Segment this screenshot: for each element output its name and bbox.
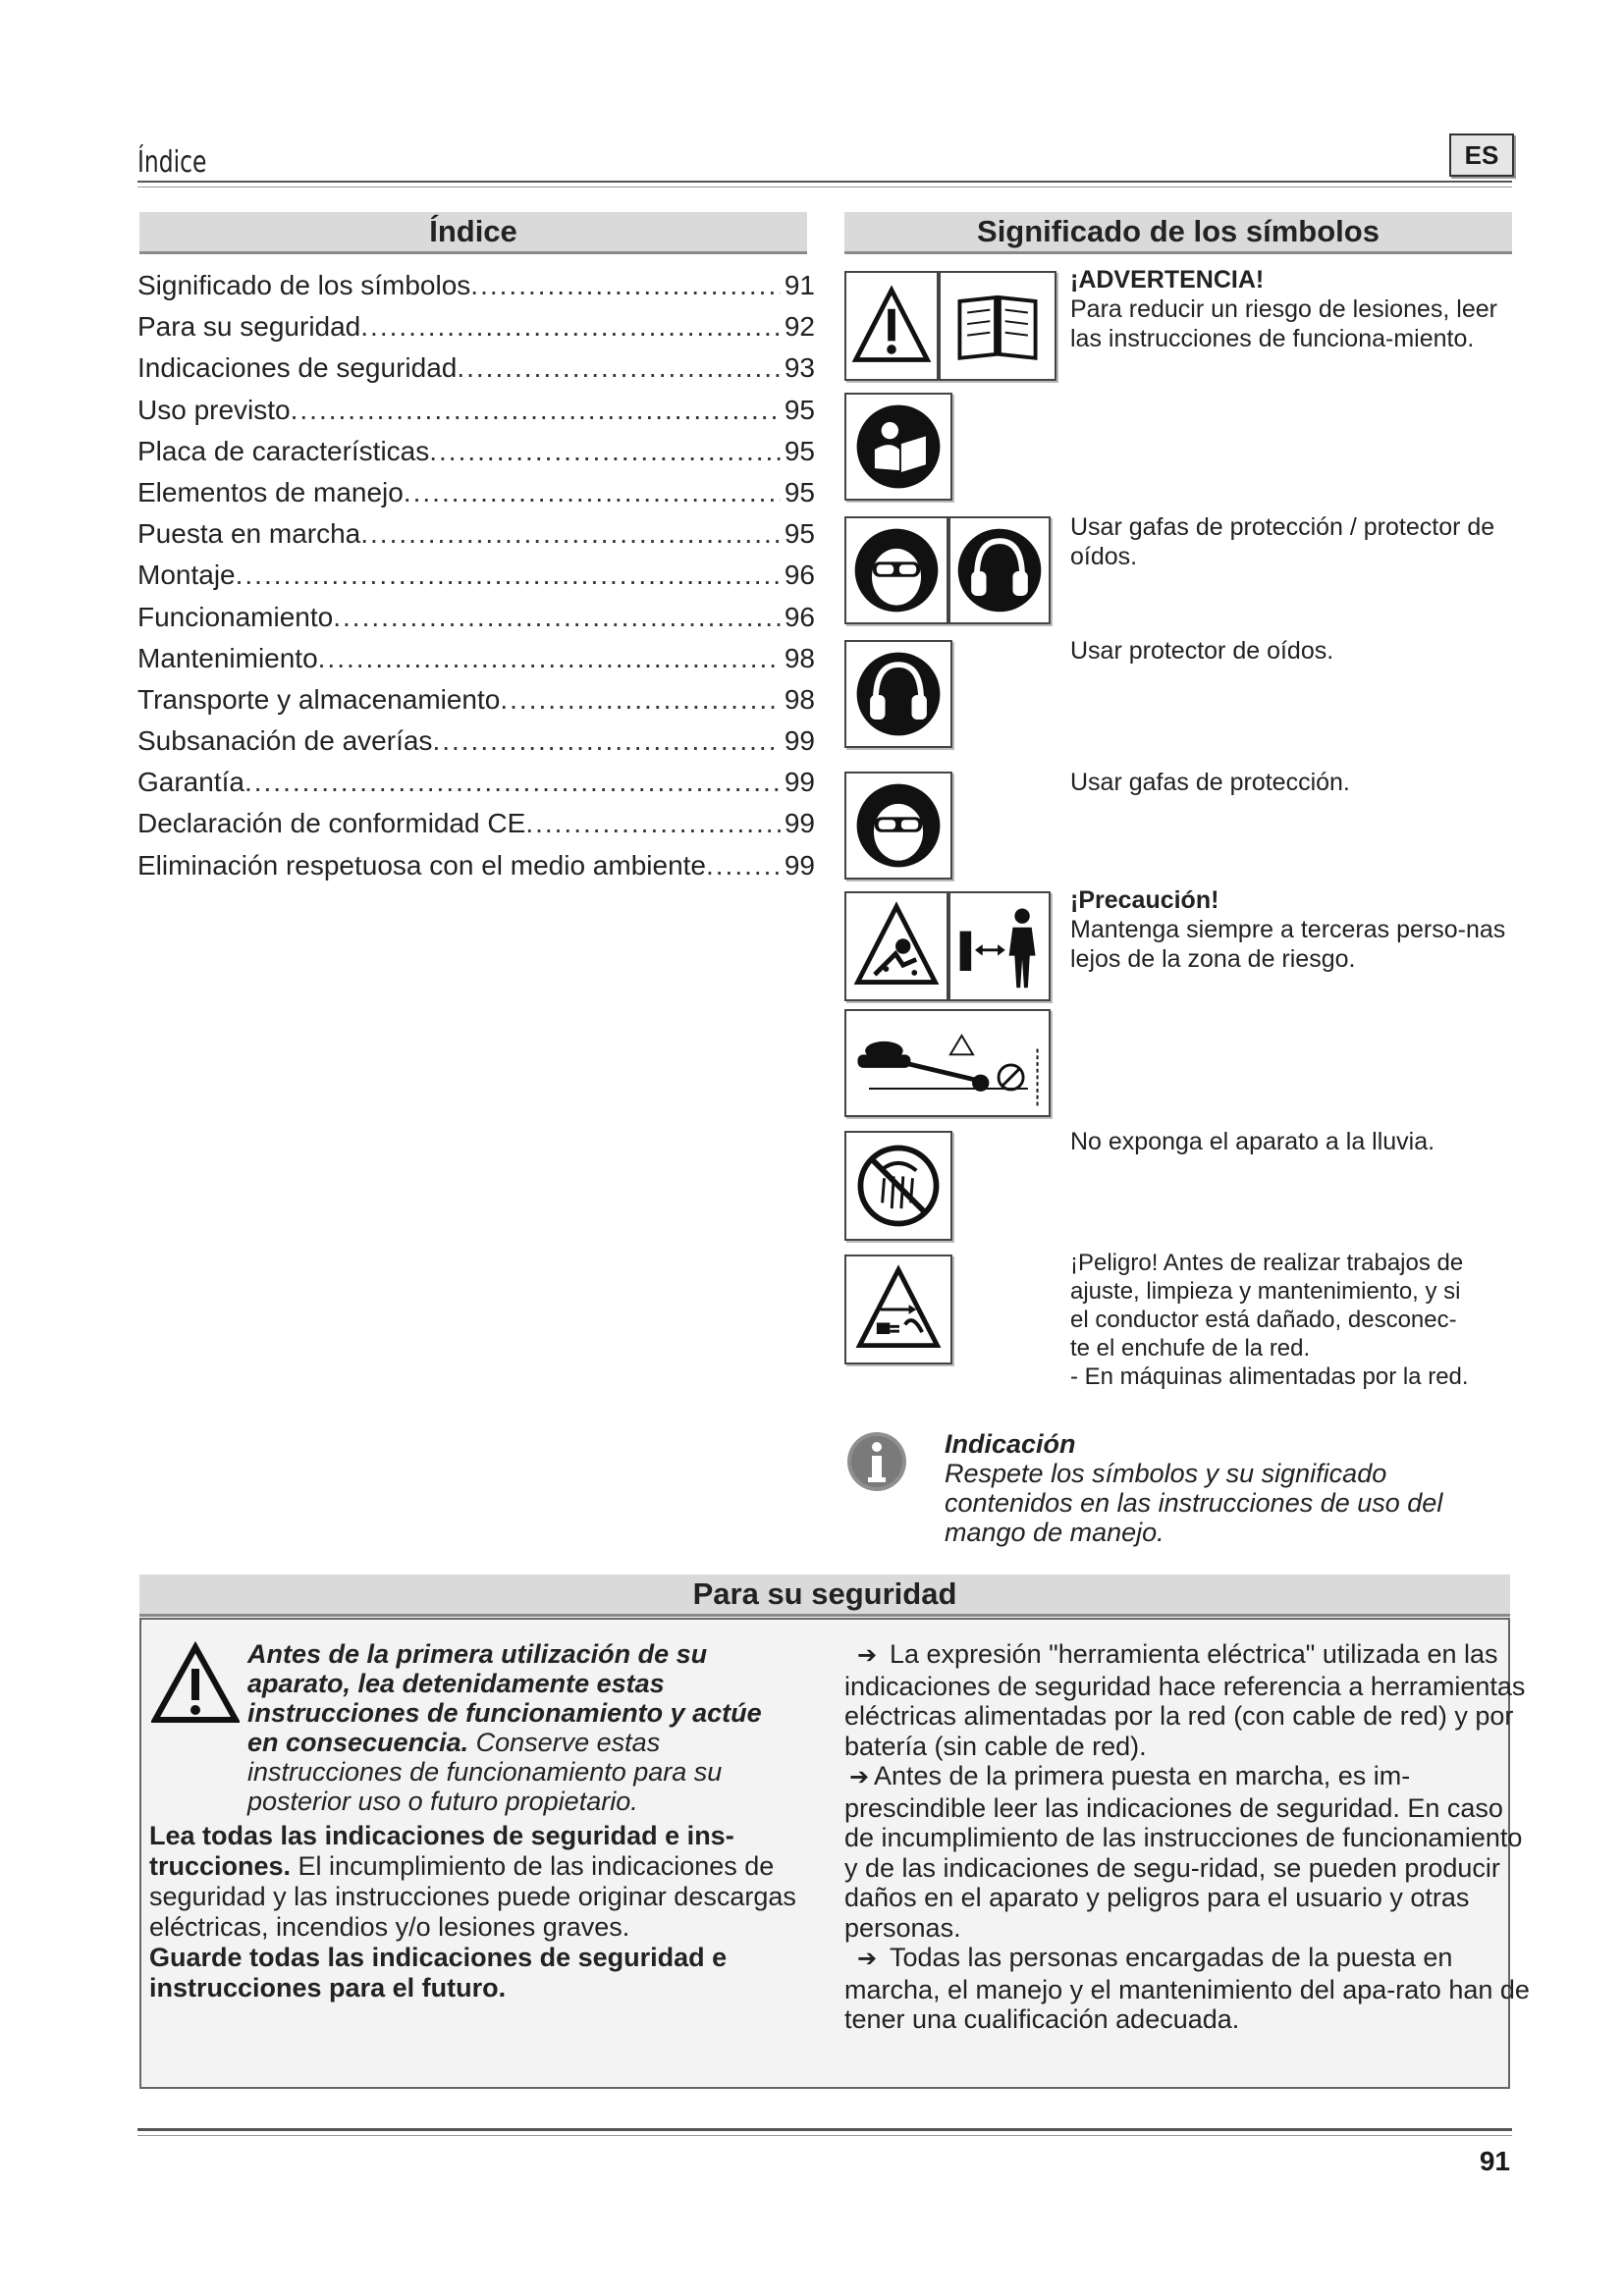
- caution-description: Mantenga siempre a terceras perso-nas lejos de la zona de riesgo.: [1070, 916, 1506, 973]
- language-badge: ES: [1449, 133, 1514, 177]
- toc-entry[interactable]: [137, 472, 815, 513]
- toc-leader: [525, 803, 781, 844]
- toc-entry[interactable]: [137, 679, 815, 721]
- toc-entry-page: 99: [784, 767, 815, 798]
- toc-heading: Índice: [139, 212, 807, 254]
- manual-book-icon: [939, 271, 1056, 381]
- toc-entry-label: Elementos de manejo: [137, 476, 404, 507]
- note-block: [945, 1429, 1514, 1547]
- toc-entry-page: 98: [784, 642, 815, 673]
- toc-entry-label: Montaje: [137, 560, 236, 591]
- symbols-heading: Significado de los símbolos: [844, 212, 1512, 254]
- toc-entry-page: 92: [784, 311, 815, 343]
- toc-leader: [500, 679, 780, 721]
- warning-description: Para reducir un riesgo de lesiones, leer las instrucciones de funciona-miento.: [1070, 295, 1497, 352]
- note-text: Respete los símbolos y su significado contenidos en las instrucciones de uso del mango de manejo.: [945, 1459, 1443, 1547]
- safety-heading: Para su seguridad: [139, 1575, 1510, 1617]
- toc-entry[interactable]: [137, 721, 815, 762]
- safety-bullet-text: La expresión "herramienta eléctrica" utilizada en las indicaciones de seguridad hace referencia a herramientas eléctricas alimentadas por la red (con cable de red) y por batería (sin cable de red).: [844, 1639, 1526, 1761]
- safety-right-column: [844, 1639, 1532, 2035]
- toc-leader: [244, 762, 781, 803]
- danger-text: [1070, 1249, 1522, 1391]
- danger-line: ¡Peligro! Antes de realizar trabajos de: [1070, 1250, 1464, 1276]
- note-title: Indicación: [945, 1429, 1076, 1459]
- toc-entry[interactable]: [137, 638, 815, 679]
- safety-read-bold: Lea todas las indicaciones de seguridad e ins-trucciones.: [149, 1821, 734, 1881]
- goggles-ear-text: Usar gafas de protección / protector de oídos.: [1070, 513, 1495, 570]
- toc-leader: [706, 845, 781, 886]
- safety-bullet: [844, 1639, 1532, 1761]
- safety-bullet-text: Antes de la primera puesta en marcha, es im-prescindible leer las indicaciones de seguridad. En caso de incumplimiento de las instrucciones de funcionamiento y de las indicaciones de segu-ridad, se pueden producir daños en el aparato y peligros para el usuario y otras personas.: [844, 1761, 1523, 1943]
- safety-intro-rest: Conserve estas instrucciones de funcionamiento para su posterior uso o futuro propietario.: [247, 1728, 723, 1816]
- toc-entry-label: Para su seguridad: [137, 311, 361, 343]
- goggles-text: Usar gafas de protección.: [1070, 769, 1350, 796]
- toc-entry[interactable]: [137, 347, 815, 389]
- toc-leader: [429, 431, 781, 472]
- danger-line: - En máquinas alimentadas por la red.: [1070, 1363, 1469, 1390]
- toc-leader: [404, 472, 781, 513]
- toc-entry[interactable]: [137, 306, 815, 347]
- caution-title: ¡Precaución!: [1070, 886, 1219, 914]
- toc-entry-label: Garantía: [137, 767, 244, 798]
- toc-entry-page: 95: [784, 394, 815, 425]
- table-of-contents: [137, 265, 815, 886]
- no-rain-icon: [844, 1131, 952, 1241]
- safety-read-rest: El incumplimiento de las indicaciones de seguridad y las instrucciones puede originar descargas eléctricas, incendios y/o lesiones graves.: [149, 1851, 796, 1942]
- toc-entry-label: Uso previsto: [137, 394, 291, 425]
- safety-instructions: [149, 1821, 817, 2003]
- info-icon: [844, 1429, 909, 1494]
- safety-bullet: [844, 1943, 1532, 2035]
- toc-entry-label: Placa de características: [137, 435, 430, 466]
- toc-entry-label: Significado de los símbolos: [137, 270, 471, 300]
- footer-rule: [137, 2128, 1512, 2131]
- warning-text: [1070, 265, 1522, 353]
- caution-text: [1070, 885, 1522, 974]
- toc-entry-label: Indicaciones de seguridad: [137, 352, 458, 384]
- keep-distance-icon: [948, 891, 1051, 1001]
- toc-entry-page: 91: [784, 270, 815, 300]
- toc-leader: [470, 265, 781, 306]
- toc-entry[interactable]: [137, 513, 815, 555]
- warning-triangle-icon: [151, 1641, 240, 1724]
- toc-entry-label: Declaración de conformidad CE: [137, 808, 526, 839]
- toc-entry-page: 99: [784, 808, 815, 839]
- header-rule: [137, 181, 1512, 183]
- ear-protection-icon: [844, 640, 952, 748]
- danger-line: el conductor está dañado, desconec-: [1070, 1307, 1457, 1333]
- ear-protection-icon: [948, 516, 1051, 624]
- toc-entry-label: Subsanación de averías: [137, 725, 433, 757]
- toc-leader: [457, 347, 781, 389]
- toc-entry[interactable]: [137, 555, 815, 596]
- safety-bullet-text: Todas las personas encargadas de la puesta en marcha, el manejo y el mantenimiento del apa-rato han de tener una cualificación adecuada.: [844, 1943, 1530, 2034]
- danger-line: te el enchufe de la red.: [1070, 1335, 1311, 1362]
- arrow-right-icon: ➔: [856, 1946, 878, 1972]
- danger-line: ajuste, limpieza y mantenimiento, y si: [1070, 1278, 1461, 1305]
- footer-rule-thin: [137, 2135, 1512, 2136]
- toc-entry[interactable]: [137, 390, 815, 431]
- toc-entry-page: 93: [784, 352, 815, 384]
- goggles-icon: [844, 516, 948, 624]
- toc-entry-page: 96: [784, 560, 815, 591]
- toc-entry[interactable]: [137, 845, 815, 886]
- toc-leader: [360, 513, 781, 555]
- warning-title: ¡ADVERTENCIA!: [1070, 266, 1265, 294]
- toc-entry-page: 95: [784, 476, 815, 507]
- goggles-icon: [844, 772, 952, 880]
- toc-entry-label: Mantenimiento: [137, 642, 318, 673]
- running-header-title: Índice: [137, 145, 207, 180]
- arrow-right-icon: ➔: [848, 1764, 870, 1790]
- toc-entry-page: 99: [784, 849, 815, 881]
- safety-intro: [247, 1639, 797, 1816]
- flying-debris-warning-icon: [844, 891, 948, 1001]
- toc-leader: [236, 555, 781, 596]
- trimmer-safety-distance-icon: [844, 1009, 1051, 1117]
- toc-entry-page: 96: [784, 601, 815, 632]
- toc-entry-label: Eliminación respetuosa con el medio ambiente: [137, 849, 706, 881]
- toc-entry-page: 95: [784, 518, 815, 550]
- toc-entry[interactable]: [137, 265, 815, 306]
- toc-entry-label: Puesta en marcha: [137, 518, 361, 550]
- toc-entry-page: 95: [784, 435, 815, 466]
- toc-entry[interactable]: [137, 597, 815, 638]
- toc-entry-page: 99: [784, 725, 815, 757]
- read-manual-icon: [844, 393, 952, 501]
- warning-triangle-icon: [844, 271, 939, 381]
- arrow-right-icon: ➔: [856, 1642, 878, 1669]
- unplug-warning-icon: [844, 1255, 952, 1364]
- safety-bullet: [844, 1761, 1532, 1943]
- safety-keep-bold: Guarde todas las indicaciones de seguridad e instrucciones para el futuro.: [149, 1943, 728, 2002]
- page-number: 91: [1479, 2146, 1510, 2176]
- toc-entry-label: Funcionamiento: [137, 601, 334, 632]
- toc-entry[interactable]: [137, 762, 815, 803]
- toc-leader: [360, 306, 781, 347]
- toc-leader: [432, 721, 780, 762]
- safety-intro-bold: Antes de la primera utilización de su aparato, lea detenidamente estas instrucciones de funcionamiento y actúe en consecuencia.: [247, 1639, 762, 1757]
- ear-text: Usar protector de oídos.: [1070, 637, 1334, 665]
- toc-entry[interactable]: [137, 803, 815, 844]
- rain-text: No exponga el aparato a la lluvia.: [1070, 1128, 1435, 1155]
- toc-leader: [318, 638, 781, 679]
- toc-leader: [333, 597, 781, 638]
- toc-leader: [291, 390, 781, 431]
- toc-entry-label: Transporte y almacenamiento: [137, 683, 501, 715]
- toc-entry[interactable]: [137, 431, 815, 472]
- toc-entry-page: 98: [784, 683, 815, 715]
